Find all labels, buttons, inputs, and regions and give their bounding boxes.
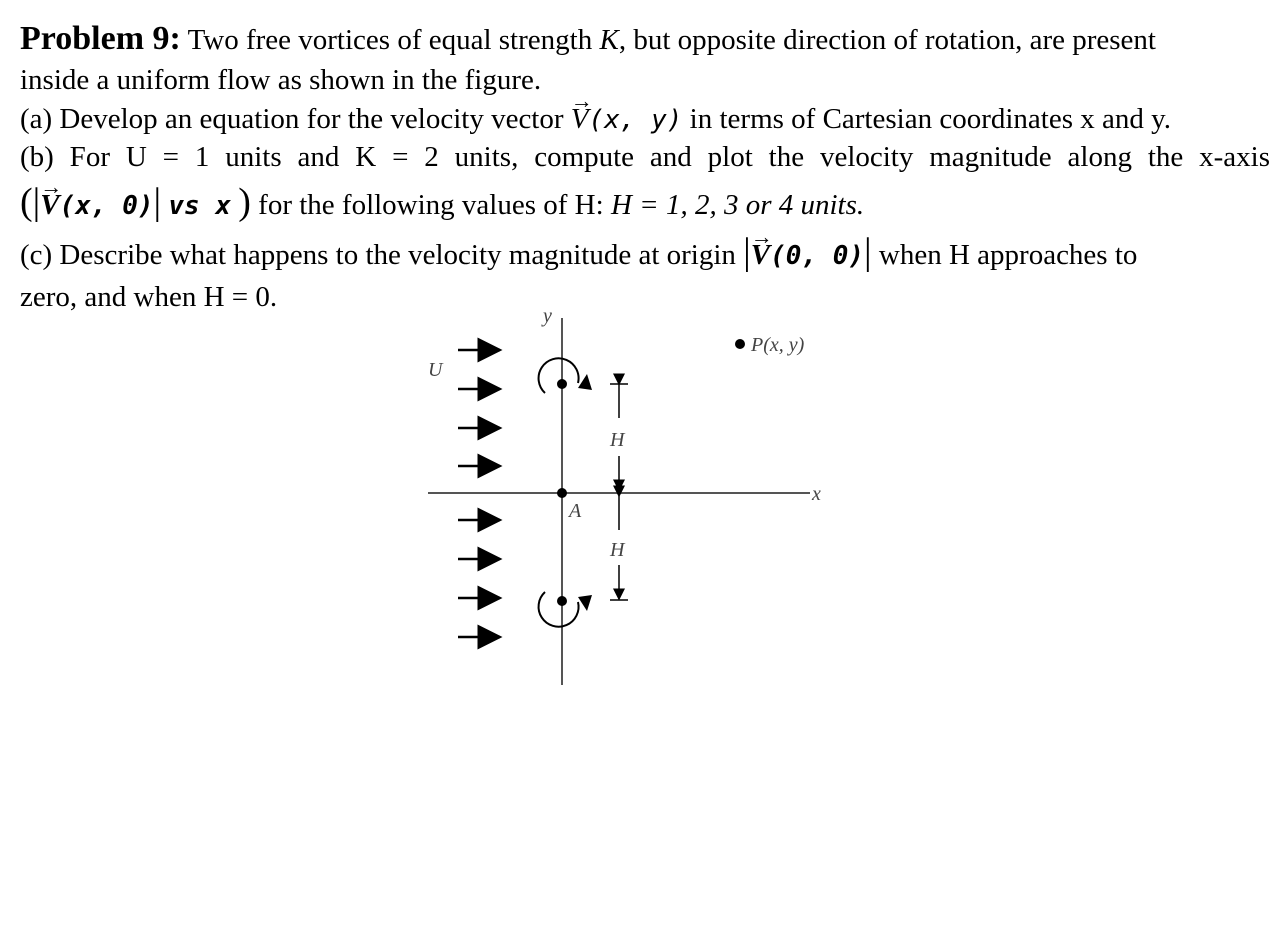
- part-b-line-2: (|→ V(x, 0)| vs x ) for the following values of H: H = 1, 2, 3 or 4 units.: [20, 177, 1270, 228]
- intro-k-symbol: K: [599, 24, 619, 56]
- top-vortex-arrowhead: [578, 374, 592, 390]
- point-p-label: P(x, y): [751, 334, 805, 356]
- a-label: A: [569, 500, 582, 522]
- top-vortex: [539, 358, 592, 393]
- intro-text-2: inside a uniform flow as shown in the figure.: [20, 64, 542, 97]
- part-a-vector: → V: [571, 100, 589, 139]
- origin-point: [557, 488, 567, 498]
- h-top-label: H: [610, 429, 625, 451]
- part-b-paren-close: ): [238, 180, 251, 223]
- x-axis-label: x: [812, 483, 821, 505]
- part-b-vs: vs x: [168, 190, 232, 221]
- intro-text-1b: , but opposite direction of rotation, are present: [618, 24, 1156, 56]
- bottom-vortex-rotation-arrow: [539, 592, 579, 627]
- y-axis-label: y: [543, 305, 552, 327]
- part-c-suffix: when H approaches to: [878, 239, 1138, 272]
- part-c-line-2: zero, and when H = 0.: [20, 280, 278, 313]
- top-vortex-center: [557, 379, 567, 389]
- part-b-paren-open: (: [20, 180, 33, 223]
- part-a-suffix: in terms of Cartesian coordinates x and y.: [689, 102, 1171, 135]
- part-b-args: (x, 0): [59, 190, 154, 221]
- part-b-text-2: for the following values of H:: [258, 188, 604, 221]
- part-a-args: (x, y): [588, 104, 683, 135]
- part-c-args: (0, 0): [770, 241, 865, 272]
- problem-title: Problem 9:: [20, 20, 181, 57]
- h-bottom-label: H: [610, 539, 625, 561]
- part-c-vector: → V: [751, 236, 770, 275]
- part-b-vector: → V: [40, 186, 59, 225]
- part-c-line-1: (c) Describe what happens to the velocity magnitude at origin |→ V(0, 0)| when H approaches to: [20, 227, 1270, 278]
- part-a-prefix: (a) Develop an equation for the velocity vector: [20, 102, 564, 135]
- bottom-vortex-arrowhead: [578, 595, 592, 611]
- intro-text-1: Two free vortices of equal strength: [187, 24, 593, 56]
- part-b-values: H = 1, 2, 3 or 4 units.: [610, 188, 865, 221]
- top-vortex-rotation-arrow: [539, 358, 579, 393]
- part-c-prefix: (c) Describe what happens to the velocity magnitude at origin: [20, 239, 736, 272]
- point-p: [735, 339, 745, 349]
- part-b-line-1: (b) For U = 1 units and K = 2 units, compute and plot the velocity magnitude along the x-axis: [20, 141, 1270, 174]
- u-label: U: [428, 359, 443, 381]
- bottom-vortex: [539, 592, 592, 627]
- bottom-vortex-center: [557, 596, 567, 606]
